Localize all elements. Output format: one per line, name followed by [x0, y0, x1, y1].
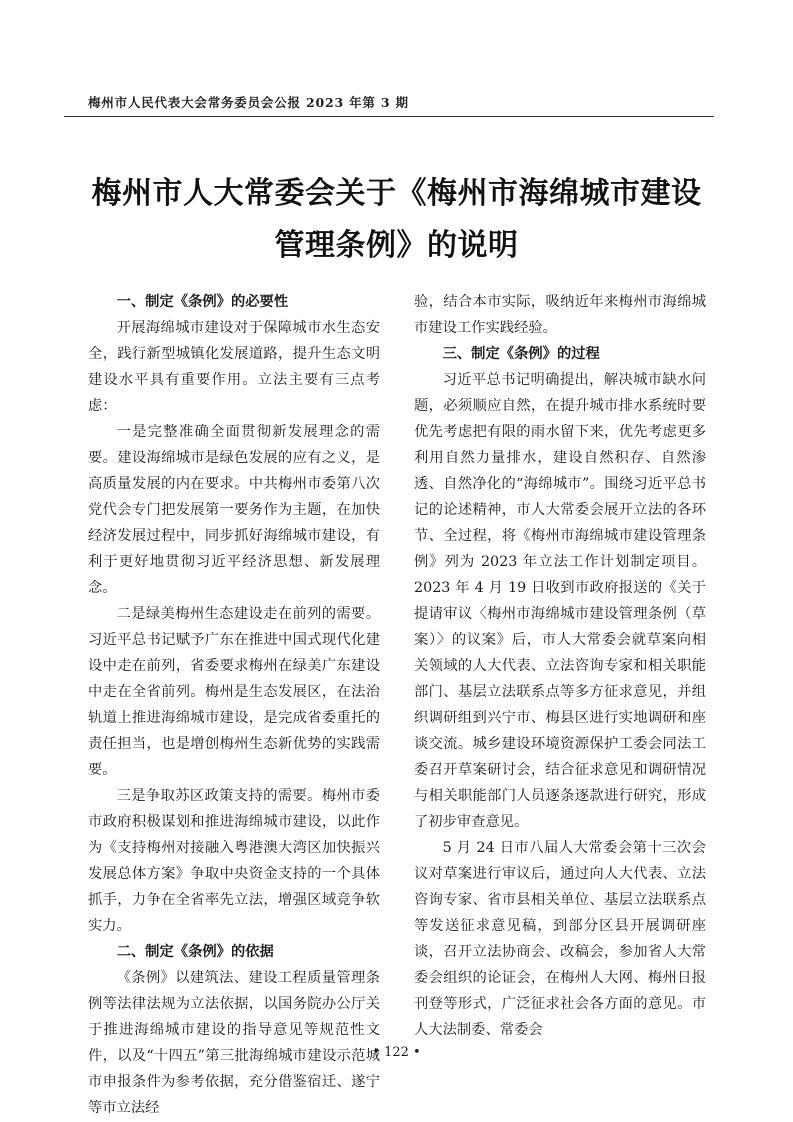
paragraph: 一是完整准确全面贯彻新发展理念的需要。建设海绵城市是绿色发展的应有之义，是高质量发展的内在要求。中共梅州市委第八次党代会专门把发展第一要务作为主题，在加快经济发展过程中，同步抓好海绵城市建设，有利于更好地贯彻习近平经济思想、新发展理念。 — [88, 424, 380, 596]
paragraph: 二是绿美梅州生态建设走在前列的需要。习近平总书记赋予广东在推进中国式现代化建设中走在前列，省委要求梅州在绿美广东建设中走在全省前列。梅州是生态发展区，在法治轨道上推进海绵城市建设，是完成省委重托的责任担当，也是增创梅州生态新优势的实践需要。 — [88, 606, 380, 778]
header-divider — [64, 116, 714, 117]
section-heading-necessity: 一、制定《条例》的必要性 — [116, 294, 289, 310]
document-title-line-1: 梅州市人大常委会关于《梅州市海绵城市建设 — [91, 176, 702, 211]
paragraph: 习近平总书记明确提出，解决城市缺水问题，必须顺应自然，在提升城市排水系统时要优先考虑把有限的雨水留下来，优先考虑更多利用自然力量排水，建设自然积存、自然渗透、自然净化的“海绵城市”。围绕习近平总书记的论述精神，市人大常委会展开立法的各环节、全过程，将《梅州市海绵城市建设管理条例》列为 2023 年立法工作计划制定项目。2023 年 4 月 19 日收到市政府报送的《关于提请审议〈梅州市海绵城市建设管理条例（草案）〉的议案》后，市人大常委会就草案向相关领域的人大代表、立法咨询专家和相关职能部门、基层立法联系点等多方征求意见，并组织调研组到兴宁市、梅县区进行实地调研和座谈交流。城乡建设环境资源保护工委会同法工委召开草案研讨会，结合征求意见和调研情况与相关职能部门人员逐条逐款进行研究，形成了初步审查意见。 — [414, 372, 706, 830]
section-heading-process: 三、制定《条例》的过程 — [442, 346, 600, 362]
document-title-line-2: 管理条例》的说明 — [274, 228, 519, 263]
section-heading-basis: 二、制定《条例》的依据 — [116, 944, 274, 960]
left-column — [88, 289, 380, 1121]
paragraph: 5 月 24 日市八届人大常委会第十三次会议对草案进行审议后，通过向人大代表、立法咨询专家、省市县相关单位、基层立法联系点等发送征求意见稿，到部分区县开展调研座谈，召开立法协商会、改稿会，参加省人大常委会组织的论证会，在梅州人大网、梅州日报刊登等形式，广泛征求社会各方面的意见。市人大法制委、常委会 — [414, 840, 706, 1038]
paragraph: 开展海绵城市建设对于保障城市水生态安全，践行新型城镇化发展道路，提升生态文明建设水平具有重要作用。立法主要有三点考虑： — [88, 320, 380, 414]
journal-header: 梅州市人民代表大会常务委员会公报 2023 年第 3 期 — [88, 95, 409, 110]
page-number: • 122 • — [372, 1045, 421, 1060]
right-column — [414, 289, 706, 1043]
paragraph: 三是争取苏区政策支持的需要。梅州市委市政府积极谋划和推进海绵城市建设，以此作为《支持梅州对接融入粤港澳大湾区加快振兴发展总体方案》争取中央资金支持的一个具体抓手，力争在全省率先立法，增强区域竞争软实力。 — [88, 788, 380, 934]
paragraph-continued: 验，结合本市实际，吸纳近年来梅州市海绵城市建设工作实践经验。 — [414, 294, 706, 336]
paragraph: 《条例》以建筑法、建设工程质量管理条例等法律法规为立法依据，以国务院办公厅关于推进海绵城市建设的指导意见等规范性文件，以及“十四五”第三批海绵城市建设示范城市申报条件为参考依据，充分借鉴宿迁、遂宁等市立法经 — [88, 970, 380, 1116]
